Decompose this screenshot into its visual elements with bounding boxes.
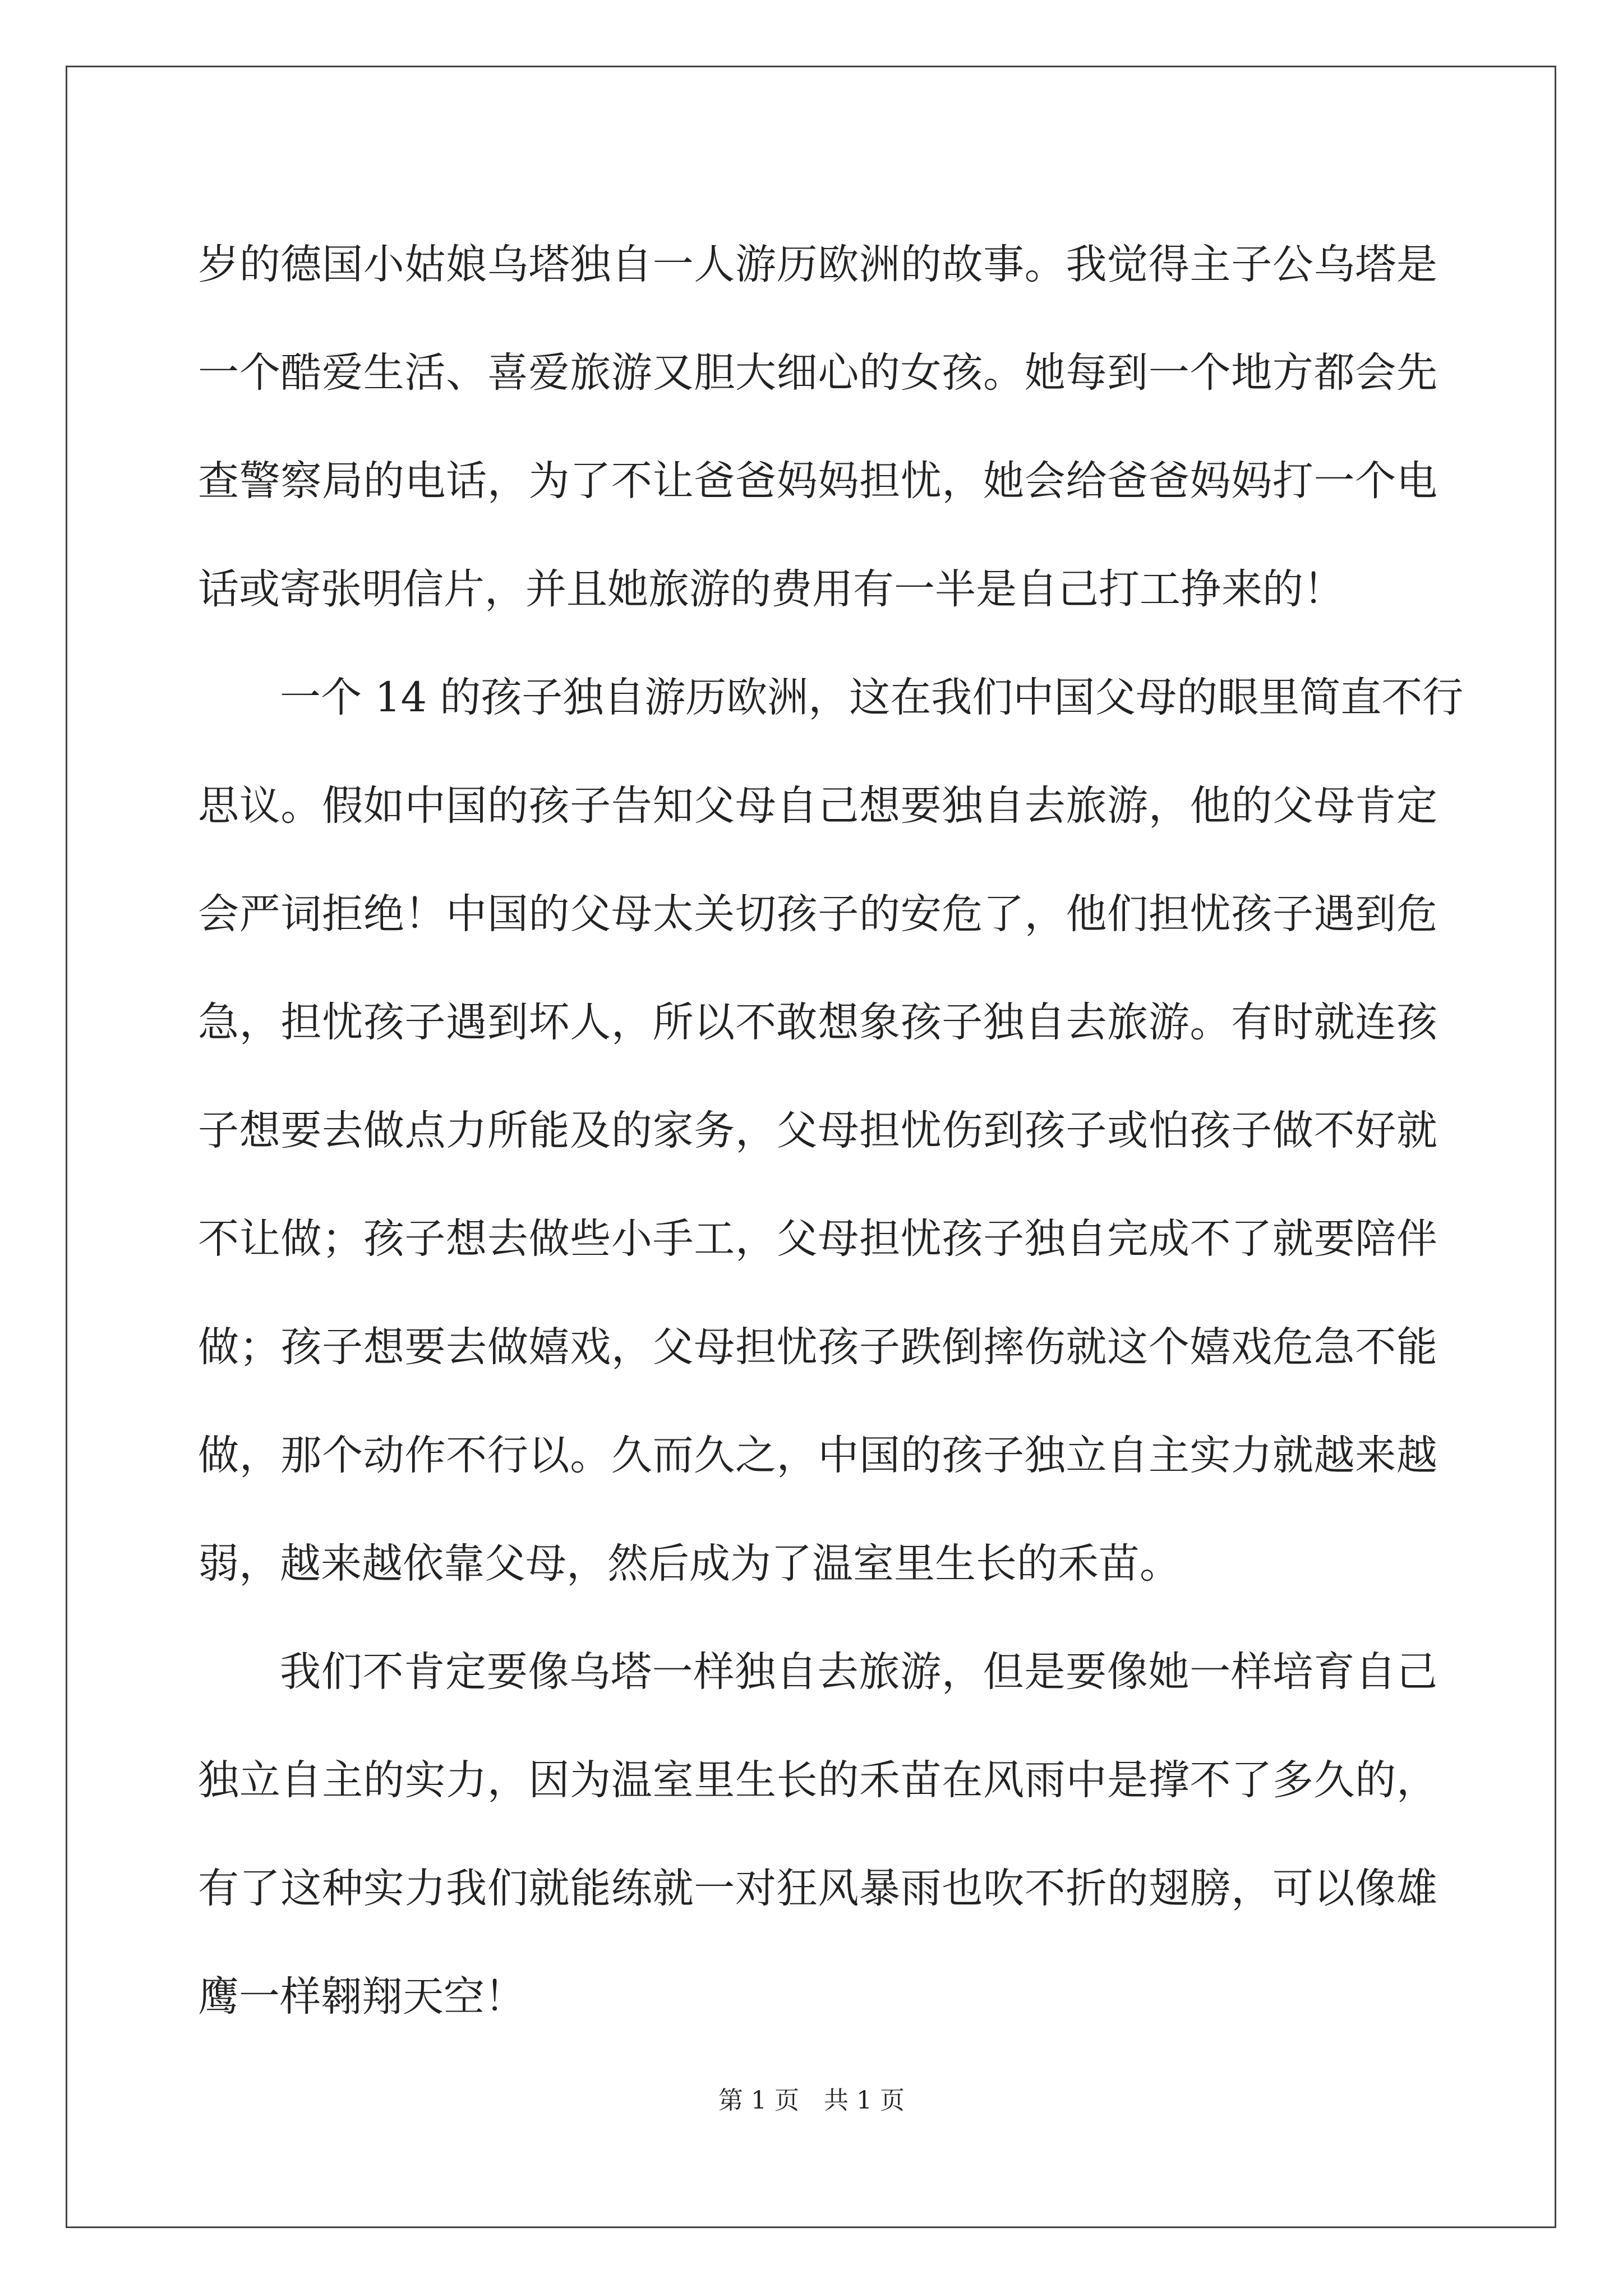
paragraph-1-line-1: 岁的德国小姑娘乌塔独自一人游历欧洲的故事。我觉得主子公乌塔是 [198, 241, 1437, 288]
paragraph-3-line-1: 我们不肯定要像乌塔一样独自去旅游，但是要像她一样培育自己 [280, 1648, 1437, 1696]
document-body [198, 210, 1464, 2051]
paragraph-2-line-2: 思议。假如中国的孩子告知父母自己想要独自去旅游，他的父母肯定 [198, 782, 1437, 830]
paragraph-2-line-9: 弱，越来越依靠父母，然后成为了温室里生长的禾苗。 [198, 1540, 1181, 1588]
page-number-footer: 第 1 页 共 1 页 [718, 2086, 905, 2115]
paragraph-3-line-3: 有了这种实力我们就能练就一对狂风暴雨也吹不折的翅膀，可以像雄 [198, 1865, 1437, 1912]
paragraph-2-line-4: 急，担忧孩子遇到坏人，所以不敢想象孩子独自去旅游。有时就连孩 [198, 999, 1437, 1046]
paragraph-1-line-2: 一个酷爱生活、喜爱旅游又胆大细心的女孩。她每到一个地方都会先 [198, 349, 1437, 397]
paragraph-2-line-1: 一个 14 的孩子独自游历欧洲，这在我们中国父母的眼里简直不行 [280, 674, 1464, 721]
paragraph-3-line-2: 独立自主的实力，因为温室里生长的禾苗在风雨中是撑不了多久的， [198, 1756, 1437, 1804]
paragraph-1-line-3: 查警察局的电话，为了不让爸爸妈妈担忧，她会给爸爸妈妈打一个电 [198, 457, 1437, 505]
paragraph-2-line-6: 不让做；孩子想去做些小手工，父母担忧孩子独自完成不了就要陪伴 [198, 1215, 1437, 1263]
paragraph-2-line-5: 子想要去做点力所能及的家务，父母担忧伤到孩子或怕孩子做不好就 [198, 1107, 1437, 1154]
paragraph-2-line-3: 会严词拒绝！中国的父母太关切孩子的安危了，他们担忧孩子遇到危 [198, 890, 1437, 938]
paragraph-2-line-7: 做；孩子想要去做嬉戏，父母担忧孩子跌倒摔伤就这个嬉戏危急不能 [198, 1323, 1437, 1371]
paragraph-1-line-4: 话或寄张明信片，并且她旅游的费用有一半是自己打工挣来的！ [198, 565, 1344, 613]
paragraph-2-line-8: 做，那个动作不行以。久而久之，中国的孩子独立自主实力就越来越 [198, 1432, 1437, 1479]
paragraph-3-line-4: 鹰一样翱翔天空！ [198, 1973, 525, 2021]
